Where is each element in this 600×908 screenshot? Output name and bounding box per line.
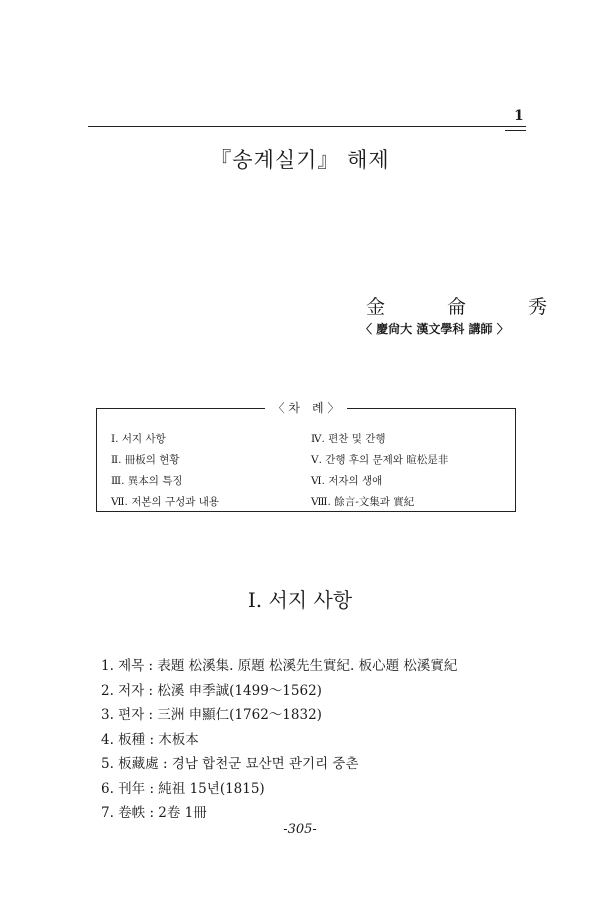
toc-item: Ⅵ. 저자의 생애	[311, 475, 383, 487]
header-rule-accent	[505, 130, 526, 131]
section-heading: Ⅰ. 서지 사항	[247, 588, 353, 612]
toc-item: Ⅲ. 異本의 특징	[111, 475, 183, 487]
toc-item: Ⅶ. 저본의 구성과 내용	[111, 496, 220, 508]
bibliography-list	[101, 654, 457, 826]
toc-label: 〈 차 례 〉	[97, 399, 515, 416]
bibliography-item: 7. 卷帙 : 2卷 1冊	[101, 805, 207, 821]
bibliography-item: 1. 제목 : 表題 松溪集. 原題 松溪先生實紀. 板心題 松溪實紀	[101, 658, 458, 674]
running-page-number: 1	[514, 108, 524, 124]
bibliography-item: 6. 刊年 : 純祖 15년(1815)	[101, 780, 265, 797]
toc-item: Ⅴ. 간행 후의 문제와 暄松是非	[311, 454, 449, 466]
toc-item: Ⅰ. 서지 사항	[111, 433, 166, 445]
toc-item: Ⅳ. 편찬 및 간행	[311, 433, 386, 445]
bibliography-item: 4. 板種 : 木板本	[101, 731, 199, 748]
toc-grid	[111, 431, 505, 509]
toc-item: Ⅱ. 冊板의 현황	[111, 454, 180, 466]
bibliography-item: 2. 저자 : 松溪 申季誠(1499～1562)	[101, 682, 322, 699]
bibliography-item: 5. 板藏處 : 경남 합천군 묘산면 관기리 중촌	[101, 756, 359, 772]
author-name: 金 侖 秀	[366, 296, 576, 318]
author-affiliation: 〈 慶尙大 漢文學科 講師 〉	[360, 322, 509, 336]
header-rule	[88, 126, 526, 127]
footer-page-number: -305-	[283, 822, 317, 837]
article-title: 『송계실기』 해제	[210, 148, 390, 172]
toc-item: Ⅷ. 餘言-文集과 實紀	[311, 496, 415, 508]
bibliography-item: 3. 편자 : 三洲 申顯仁(1762～1832)	[101, 707, 322, 723]
table-of-contents	[96, 401, 516, 512]
